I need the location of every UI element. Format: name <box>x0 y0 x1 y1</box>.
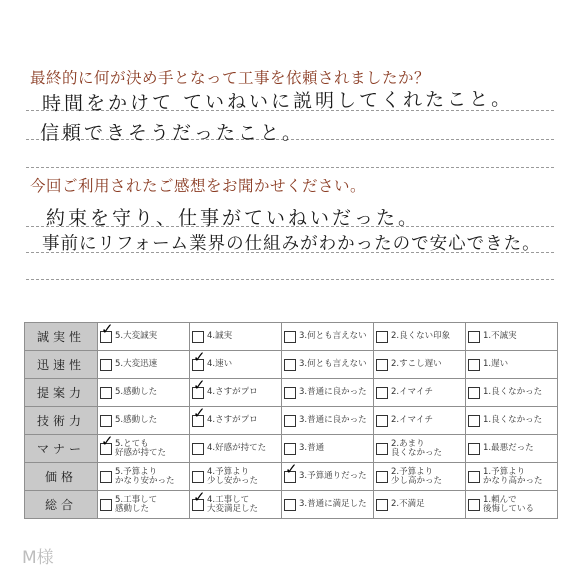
rating-option[interactable] <box>284 443 371 455</box>
rating-option-cell <box>374 379 466 407</box>
checkbox[interactable] <box>376 331 388 343</box>
rating-option[interactable] <box>376 415 463 427</box>
rating-option[interactable] <box>376 331 463 343</box>
rating-option-label: 2.予算より 少し高かった <box>391 466 443 486</box>
rating-option[interactable] <box>100 359 187 371</box>
rating-option-label: 5.予算より かなり安かった <box>115 466 175 486</box>
rating-option[interactable] <box>192 387 279 399</box>
rating-option-label: 3.普通 <box>299 443 325 453</box>
rating-option-cell <box>374 491 466 519</box>
checked-checkbox[interactable] <box>192 359 204 371</box>
rating-option-label: 5.感動した <box>115 387 158 397</box>
rating-option-cell <box>282 435 374 463</box>
rating-option[interactable] <box>376 359 463 371</box>
answer-line <box>26 279 554 280</box>
rating-option-label: 4.誠実 <box>207 331 233 341</box>
rating-option-label: 3.予算通りだった <box>299 471 367 481</box>
rating-option-label: 5.工事して 感動した <box>115 494 158 514</box>
rating-option[interactable] <box>192 443 279 455</box>
rating-option-label: 1.頼んで 後悔している <box>483 494 535 514</box>
rating-option[interactable] <box>468 359 555 371</box>
rating-option-label: 3.何とも言えない <box>299 359 367 369</box>
rating-option-cell <box>190 323 282 351</box>
rating-option[interactable] <box>100 468 187 486</box>
rating-option-cell <box>466 407 558 435</box>
checkbox[interactable] <box>192 471 204 483</box>
rating-row <box>25 407 558 435</box>
rating-option[interactable] <box>100 496 187 514</box>
rating-row <box>25 351 558 379</box>
rating-row <box>25 435 558 463</box>
rating-option-cell <box>466 435 558 463</box>
rating-option[interactable] <box>376 468 463 486</box>
rating-option[interactable] <box>192 496 279 514</box>
rating-option[interactable] <box>100 331 187 343</box>
checkbox[interactable] <box>468 415 480 427</box>
rating-option-label: 3.何とも言えない <box>299 331 367 341</box>
rating-row-label: 総合 <box>25 491 98 519</box>
rating-row-label: マナー <box>25 435 98 463</box>
checked-checkbox[interactable] <box>100 443 112 455</box>
customer-signature: M様 <box>22 548 54 568</box>
rating-row <box>25 379 558 407</box>
rating-option-cell <box>98 351 190 379</box>
checkbox[interactable] <box>468 387 480 399</box>
rating-option-cell <box>190 379 282 407</box>
rating-option-label: 2.良くない印象 <box>391 331 451 341</box>
checkbox[interactable] <box>376 471 388 483</box>
rating-option-label: 4.さすがプロ <box>207 415 258 425</box>
rating-option-cell <box>98 491 190 519</box>
rating-option-label: 5.感動した <box>115 415 158 425</box>
rating-row-label: 価格 <box>25 463 98 491</box>
checkbox[interactable] <box>100 359 112 371</box>
rating-row-label: 提案力 <box>25 379 98 407</box>
checked-checkbox[interactable] <box>192 387 204 399</box>
checkbox[interactable] <box>192 443 204 455</box>
rating-option-cell <box>466 379 558 407</box>
rating-option-cell <box>374 435 466 463</box>
rating-option-cell <box>466 463 558 491</box>
checkbox[interactable] <box>284 443 296 455</box>
checkbox[interactable] <box>468 471 480 483</box>
rating-option[interactable] <box>468 443 555 455</box>
rating-option[interactable] <box>100 387 187 399</box>
rating-row <box>25 323 558 351</box>
rating-option[interactable] <box>192 415 279 427</box>
rating-option-cell <box>190 407 282 435</box>
rating-option[interactable] <box>468 331 555 343</box>
rating-option-cell <box>282 407 374 435</box>
checkbox[interactable] <box>376 499 388 511</box>
checkbox[interactable] <box>192 331 204 343</box>
rating-option-label: 3.普通に満足した <box>299 499 367 509</box>
rating-option-label: 1.遅い <box>483 359 509 369</box>
checkbox[interactable] <box>376 359 388 371</box>
checkbox[interactable] <box>100 415 112 427</box>
rating-option-cell <box>282 379 374 407</box>
rating-option-cell <box>282 463 374 491</box>
checked-checkbox[interactable] <box>284 471 296 483</box>
rating-option-label: 3.普通に良かった <box>299 415 367 425</box>
checkbox[interactable] <box>100 471 112 483</box>
rating-option-cell <box>98 379 190 407</box>
rating-table <box>24 322 558 519</box>
rating-option-label: 2.イマイチ <box>391 415 433 425</box>
answer-line <box>26 167 554 168</box>
rating-option-cell <box>374 407 466 435</box>
rating-option-cell <box>190 435 282 463</box>
rating-row <box>25 491 558 519</box>
checkbox[interactable] <box>468 443 480 455</box>
rating-option-label: 5.大変迅速 <box>115 359 158 369</box>
checkbox[interactable] <box>376 387 388 399</box>
rating-option-label: 2.不満足 <box>391 499 425 509</box>
rating-option-label: 5.大変誠実 <box>115 331 158 341</box>
rating-option-label: 2.イマイチ <box>391 387 433 397</box>
rating-row-label: 誠実性 <box>25 323 98 351</box>
rating-option-label: 1.予算より かなり高かった <box>483 466 543 486</box>
rating-option-cell <box>190 491 282 519</box>
answer-1-line-1: 時間をかけて ていねいに説明してくれたこと。 <box>41 88 514 115</box>
rating-option[interactable] <box>376 499 463 511</box>
rating-option-cell <box>282 351 374 379</box>
checkbox[interactable] <box>468 359 480 371</box>
rating-option-cell <box>282 323 374 351</box>
rating-option[interactable] <box>284 415 371 427</box>
rating-option[interactable] <box>284 387 371 399</box>
rating-option-cell <box>374 351 466 379</box>
rating-row-label: 迅速性 <box>25 351 98 379</box>
rating-option-label: 4.さすがプロ <box>207 387 258 397</box>
rating-option[interactable] <box>468 496 555 514</box>
rating-option-label: 4.好感が持てた <box>207 443 267 453</box>
rating-option-cell <box>466 491 558 519</box>
checkbox[interactable] <box>468 331 480 343</box>
rating-option-label: 3.普通に良かった <box>299 387 367 397</box>
checkbox[interactable] <box>284 499 296 511</box>
checkbox[interactable] <box>100 387 112 399</box>
rating-option[interactable] <box>192 359 279 371</box>
rating-option-label: 1.不誠実 <box>483 331 517 341</box>
checkbox[interactable] <box>284 359 296 371</box>
rating-row-label: 技術力 <box>25 407 98 435</box>
rating-option[interactable] <box>468 468 555 486</box>
rating-option-cell <box>374 463 466 491</box>
checkbox[interactable] <box>468 499 480 511</box>
rating-option[interactable] <box>376 440 463 458</box>
rating-option[interactable] <box>284 499 371 511</box>
answer-1-line-2: 信頼できそうだったこと。 <box>40 122 305 144</box>
rating-option[interactable] <box>192 331 279 343</box>
checkbox[interactable] <box>284 331 296 343</box>
rating-option-label: 2.すこし遅い <box>391 359 442 369</box>
rating-option[interactable] <box>284 331 371 343</box>
rating-option-cell <box>98 435 190 463</box>
rating-option-cell <box>466 351 558 379</box>
rating-option-label: 5.とても 好感が持てた <box>115 438 167 458</box>
rating-option-cell <box>282 491 374 519</box>
checked-checkbox[interactable] <box>192 499 204 511</box>
rating-option[interactable] <box>100 440 187 458</box>
answer-2-line-1: 約束を守り、仕事がていねいだった。 <box>46 207 421 229</box>
question-2: 今回ご利用されたご感想をお聞かせください。 <box>30 177 367 195</box>
rating-option-label: 1.良くなかった <box>483 415 543 425</box>
checked-checkbox[interactable] <box>100 331 112 343</box>
rating-option-label: 4.速い <box>207 359 233 369</box>
rating-option[interactable] <box>284 471 371 483</box>
rating-option-cell <box>190 351 282 379</box>
rating-option[interactable] <box>468 415 555 427</box>
answer-2-line-2: 事前にリフォーム業界の仕組みがわかったので安心できた。 <box>42 234 541 254</box>
rating-option[interactable] <box>100 415 187 427</box>
checkbox[interactable] <box>376 415 388 427</box>
rating-row <box>25 463 558 491</box>
question-1: 最終的に何が決め手となって工事を依頼されましたか？ <box>30 69 431 87</box>
rating-option-label: 1.良くなかった <box>483 387 543 397</box>
checkbox[interactable] <box>376 443 388 455</box>
rating-option-cell <box>98 323 190 351</box>
checkbox[interactable] <box>284 387 296 399</box>
checkbox[interactable] <box>284 415 296 427</box>
rating-option-cell <box>98 463 190 491</box>
rating-option-cell <box>98 407 190 435</box>
rating-option-label: 1.最悪だった <box>483 443 534 453</box>
rating-option[interactable] <box>192 468 279 486</box>
rating-option-label: 2.あまり 良くなかった <box>391 438 443 458</box>
rating-option[interactable] <box>376 387 463 399</box>
rating-option-cell <box>466 323 558 351</box>
rating-option[interactable] <box>284 359 371 371</box>
checkbox[interactable] <box>100 499 112 511</box>
rating-option[interactable] <box>468 387 555 399</box>
rating-option-label: 4.工事して 大変満足した <box>207 494 259 514</box>
rating-option-cell <box>190 463 282 491</box>
checked-checkbox[interactable] <box>192 415 204 427</box>
rating-option-label: 4.予算より 少し安かった <box>207 466 259 486</box>
rating-option-cell <box>374 323 466 351</box>
